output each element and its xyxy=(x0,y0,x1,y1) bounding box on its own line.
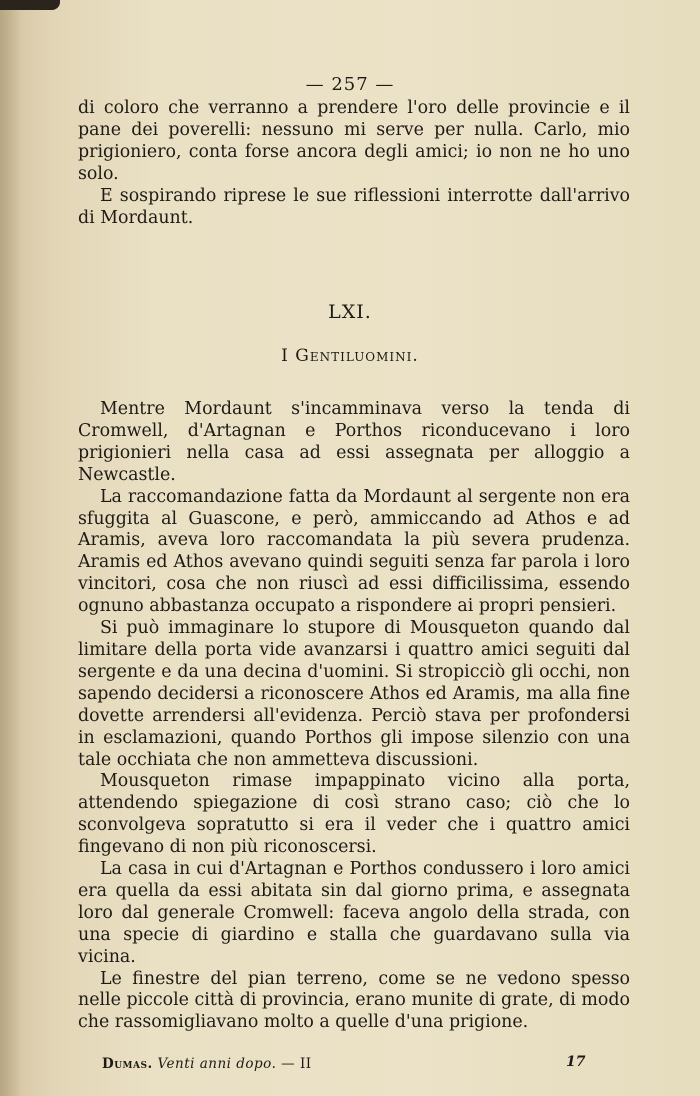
paragraph: Le finestre del pian terreno, come se ne vedono spesso nelle piccole città di provincia, erano munite di grate, di modo che rassomigliavano molto a quelle d'una prigione. xyxy=(78,968,630,1033)
footer-title: Venti anni dopo. xyxy=(157,1056,277,1072)
chapter-title: I Gentiluomini. xyxy=(281,346,419,366)
printer-signature: 17 xyxy=(566,1054,586,1070)
page-edge-shadow xyxy=(0,0,22,1096)
footer-author: Dumas. xyxy=(102,1056,153,1072)
scan-corner-mark xyxy=(0,0,60,10)
footer-volume: — II xyxy=(281,1056,312,1072)
chapter-ending-text xyxy=(78,98,630,229)
paragraph: La raccomandazione fatta da Mordaunt al sergente non era sfuggita al Guascone, e però, ammiccando ad Athos e ad Aramis, aveva loro raccomandata la più severa prudenza. Aramis ed Athos avevano quindi seguiti senza far parola i loro vincitori, cosa che non riuscì ad essi difficilissima, essendo ognuno abbastanza occupato a rispondere ai propri pensieri. xyxy=(78,486,630,617)
paragraph: Si può immaginare lo stupore di Mousqueton quando dal limitare della porta vide avanzarsi i quattro amici seguiti dal sergente e da una decina d'uomini. Si stropicciò gli occhi, non sapendo decidersi a riconoscere Athos ed Aramis, ma alla fine dovette arrendersi all'evidenza. Perciò stava per profondersi in esclamazioni, quando Porthos gli impose silenzio con una tale occhiata che non ammetteva discussioni. xyxy=(78,618,630,770)
page-footer xyxy=(102,1056,602,1072)
paragraph: Mentre Mordaunt s'incamminava verso la tenda di Cromwell, d'Artagnan e Porthos riconducevano i loro prigionieri nella casa ad essi assegnata per alloggio a Newcastle. xyxy=(78,399,630,485)
paragraph: La casa in cui d'Artagnan e Porthos condussero i loro amici era quella da essi abitata sin dal giorno prima, e assegnata loro dal generale Cromwell: faceva angolo della strada, con una specie di giardino e stalla che guardavano sulla via vicina. xyxy=(78,859,630,967)
paragraph: E sospirando riprese le sue riflessioni interrotte dall'arrivo di Mordaunt. xyxy=(78,185,630,228)
paragraph: di coloro che verranno a prendere l'oro delle provincie e il pane dei poverelli: nessuno mi serve per nulla. Carlo, mio prigioniero, conta forse ancora degli amici; io non ne ho uno solo. xyxy=(78,98,630,184)
chapter-number: LXI. xyxy=(328,301,372,323)
paragraph: Mousqueton rimase impappinato vicino alla porta, attendendo spiegazione di così strano caso; ciò che lo sconvolgeva sopratutto si era il veder che i quattro amici fingevano di non più riconoscersi. xyxy=(78,771,630,858)
chapter-body-text xyxy=(78,399,630,1034)
page-number: — 257 — xyxy=(305,74,395,95)
